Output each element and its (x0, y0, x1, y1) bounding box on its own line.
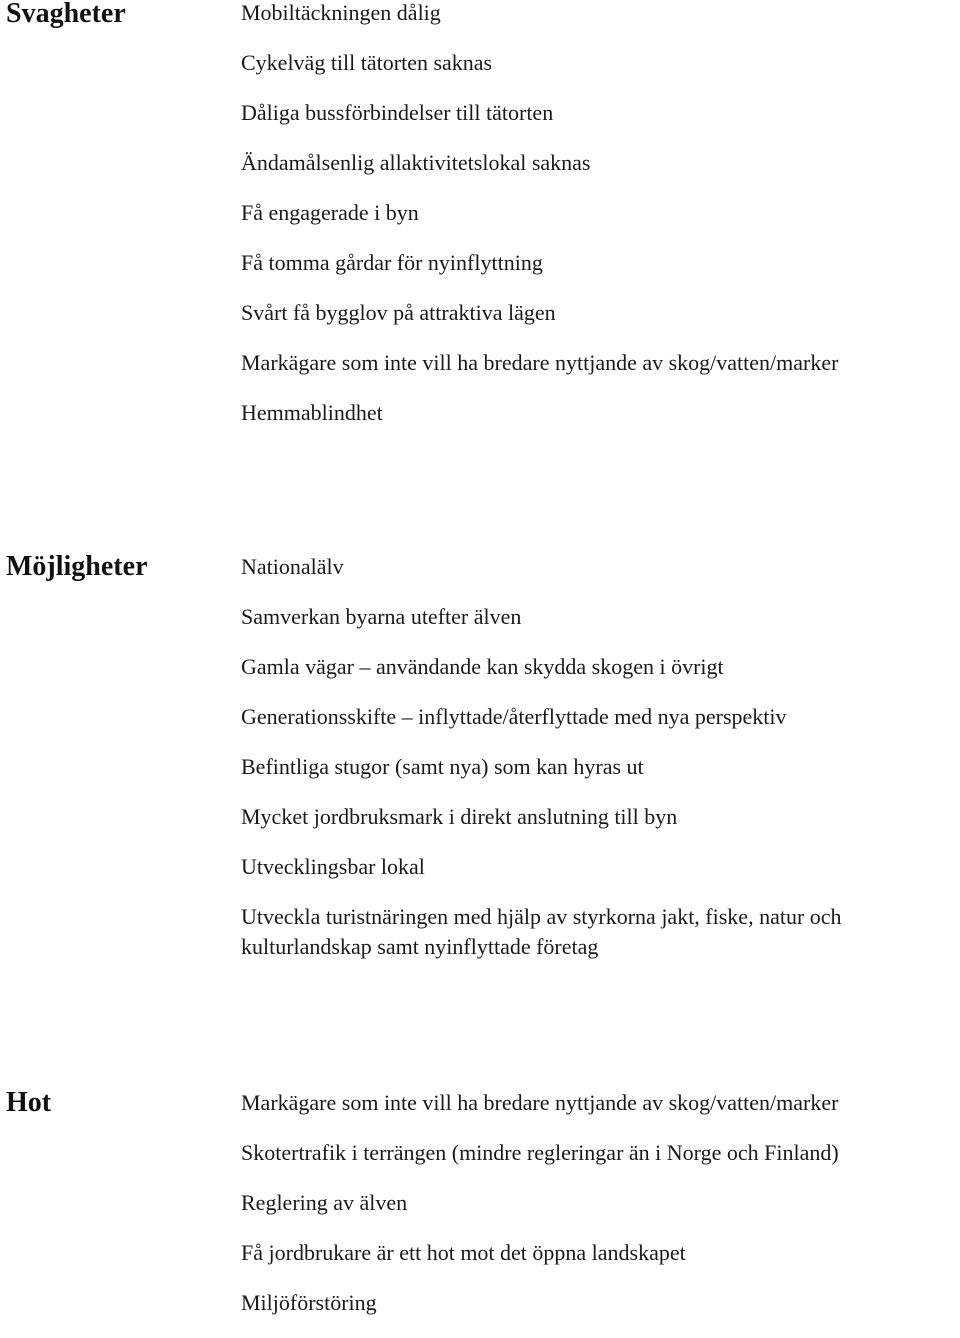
section-heading: Möjligheter (6, 551, 148, 582)
list-item: Nationalälv (241, 554, 344, 579)
list-item: Samverkan byarna utefter älven (241, 604, 522, 629)
list-item: Mobiltäckningen dålig (241, 0, 441, 25)
list-item: Befintliga stugor (samt nya) som kan hyras ut (241, 754, 644, 779)
list-item: Svårt få bygglov på attraktiva lägen (241, 300, 556, 325)
section-heading: Hot (6, 1087, 52, 1118)
list-item: Dåliga bussförbindelser till tätorten (241, 100, 554, 125)
list-item: Cykelväg till tätorten saknas (241, 50, 493, 75)
item-list (241, 0, 960, 448)
item-list (241, 552, 960, 982)
list-item: Reglering av älven (241, 1190, 408, 1215)
list-item: Skotertrafik i terrängen (mindre regleringar än i Norge och Finland) (241, 1140, 839, 1165)
list-item: Miljöförstöring (241, 1290, 377, 1315)
list-item: Hemmablindhet (241, 400, 383, 425)
list-item: Generationsskifte – inflyttade/återflyttade med nya perspektiv (241, 704, 787, 729)
list-item: Utveckla turistnäringen med hjälp av styrkorna jakt, fiske, natur och kulturlandskap samt nyinflyttade företag (241, 904, 842, 959)
list-item: Få engagerade i byn (241, 200, 419, 225)
list-item: Få tomma gårdar för nyinflyttning (241, 250, 543, 275)
list-item: Ändamålsenlig allaktivitetslokal saknas (241, 150, 591, 175)
item-list (241, 1088, 960, 1338)
list-item: Gamla vägar – användande kan skydda skogen i övrigt (241, 654, 724, 679)
list-item: Få jordbrukare är ett hot mot det öppna landskapet (241, 1240, 686, 1265)
list-item: Markägare som inte vill ha bredare nyttjande av skog/vatten/marker (241, 350, 839, 375)
list-item: Utvecklingsbar lokal (241, 854, 425, 879)
list-item: Markägare som inte vill ha bredare nyttjande av skog/vatten/marker (241, 1090, 839, 1115)
list-item: Mycket jordbruksmark i direkt anslutning till byn (241, 804, 678, 829)
section-heading: Svagheter (6, 0, 126, 29)
